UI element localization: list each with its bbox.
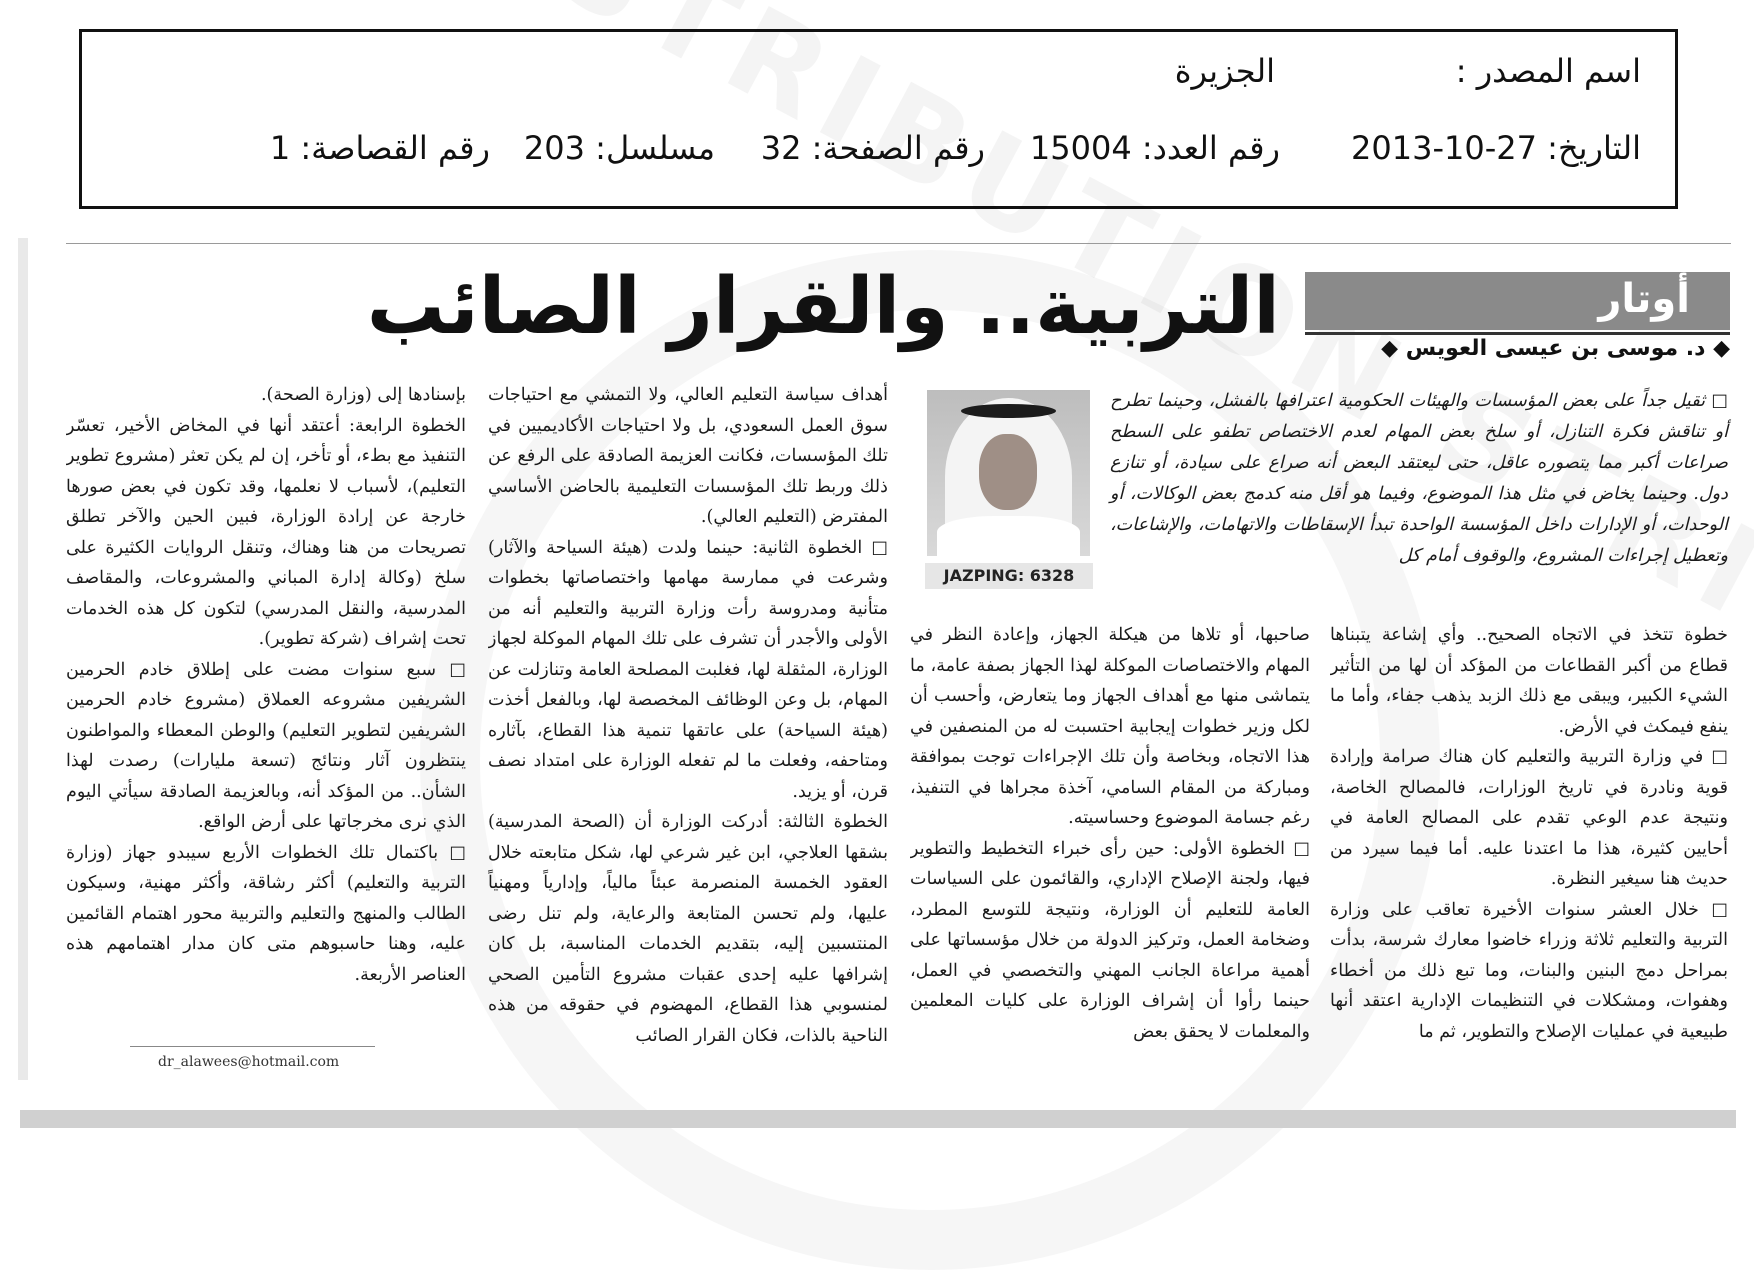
- serial-field: مسلسل: 203: [523, 129, 715, 167]
- date-field: التاريخ: 27-10-2013: [1351, 129, 1641, 167]
- issue-field: رقم العدد: 15004: [1029, 129, 1280, 167]
- column-label-box: [1305, 272, 1730, 330]
- author-photo-thobe: [937, 516, 1080, 556]
- column-label-underline: [1305, 332, 1730, 335]
- article-column-3: أهداف سياسة التعليم العالي، ولا التمشي مع احتياجات سوق العمل السعودي، بل ولا احتياجات الأكاديميين في تلك المؤسسات، فكانت العزيمة الصادقة على الرفع عن ذلك وربط تلك المؤسسات التعليمية بالحاضن الأساسي المفترض (التعليم العالي). □ الخطوة الثانية: حينما ولدت (هيئة السياحة والآثار) وشرعت في ممارسة مهامها واختصاصاتها بخطوات متأنية ومدروسة رأت وزارة التربية والتعليم أنه من الأولى والأجدر أن تشرف على تلك المهام الموكلة لجهاز الوزارة، المثقلة لها، فغلبت المصلحة العامة وتنازلت عن المهام، بل وعن الوظائف المخصصة لها، وبالفعل أخذت (هيئة السياحة) على عاتقها تنمية هذا القطاع، بآثاره ومتاحفه، وفعلت ما لم تفعله الوزارة على امتداد نصف قرن، أو يزيد. الخطوة الثالثة: أدركت الوزارة أن (الصحة المدرسية) بشقها العلاجي، ابن غير شرعي لها، شكل متابعته خلال العقود الخمسة المنصرمة عبئاً مالياً، وإدارياً ومهنياً عليها، ولم تحسن المتابعة والرعاية، ولم تنل رضى المنتسبين إليه، بتقديم الخدمات المناسبة، بل كان إشرافها عليه إحدى عقبات مشروع التأمين الصحي لمنسوبي هذا القطاع، المهضوم في حقوقه من هذه الناحية بالذات، فكان القرار الصائب: [488, 385, 888, 1046]
- clip-number-field: رقم القصاصة: 1: [269, 129, 490, 167]
- left-margin-rule: [18, 238, 28, 1080]
- source-label: اسم المصدر :: [1455, 52, 1641, 90]
- article-intro: □ ثقيل جداً على بعض المؤسسات والهيئات الحكومية اعترافها بالفشل، وحينما تطرح أو تناقش فكرة التنازل، أو سلخ بعض المهام لعدم الاختصاص تطفو على السطح صراعات أكبر مما يتصوره عاقل، حتى ليعتقد البعض أنه صراع على سيادة، أو تنازع دول. وحينما يخاض في مثل هذا الموضوع، وفيما هو أقل منه كدمج بعض الوكالات، أو الوحدات، أو الإدارات داخل المؤسسة الواحدة تبدأ الإسقاطات والاتهامات، والإشاعات، وتعطيل إجراءات المشروع، والوقوف أمام كل: [1110, 391, 1728, 566]
- article-column-1: خطوة تتخذ في الاتجاه الصحيح.. وأي إشاعة يتبناها قطاع من أكبر القطاعات من المؤكد أن لها من التأثير الشيء الكبير، ويبقى مع ذلك الزبد يذهب جفاء، وأما ما ينفع فيمكث في الأرض. □ في وزارة التربية والتعليم كان هناك صرامة وإرادة قوية ونادرة في تاريخ الوزارات، فالمصالح الخاصة، ونتيجة عدم الوعي تقدم على المصالح العامة في أحايين كثيرة، هذا ما اعتدنا عليه. أما فيما سيرد من حديث هنا سيغير النظرة. □ خلال العشر سنوات الأخيرة تعاقب على وزارة التربية والتعليم ثلاثة وزراء خاضوا معارك شرسة، بدأت بمراحل دمج البنين والبنات، وما تبع ذلك من أخطاء وهفوات، ومشكلات في التنظيمات الإدارية اعتقد أنها طبيعية في عمليات الإصلاح والتطوير، ثم ما: [1330, 625, 1728, 1042]
- top-rule: [66, 243, 1731, 244]
- author-byline: ◆ د. موسى بن عيسى العويس ◆: [1381, 336, 1730, 361]
- page-field: رقم الصفحة: 32: [760, 129, 985, 167]
- author-photo-face: [979, 434, 1037, 510]
- author-photo: [927, 390, 1090, 556]
- column-name: أوتار: [1598, 276, 1690, 322]
- photo-caption: JAZPING: 6328: [925, 563, 1093, 589]
- article-headline: التربية.. والقرار الصائب: [366, 262, 1280, 352]
- article-column-4: بإسنادها إلى (وزارة الصحة). الخطوة الرابعة: أعتقد أنها في المخاض الأخير، تعسّر التنفيذ مع بطء، أو تأخر، إن لم يكن تعثر (مشروع تطوير التعليم)، لأسباب لا نعلمها، وقد تكون في بعض صورها خارجة عن إرادة الوزارة، فبين الحين والآخر تطلق تصريحات من هنا وهناك، وتنقل الروايات الكثيرة على سلخ (وكالة إدارة المباني والمشروعات، والمقاصف المدرسية، والنقل المدرسي) لتكون كل هذه الخدمات تحت إشراف (شركة تطوير). □ سبع سنوات مضت على إطلاق خادم الحرمين الشريفين مشروعه العملاق (مشروع خادم الحرمين الشريفين لتطوير التعليم) والوطن المعطاء والمواطنون ينتظرون آثار ونتائج (تسعة مليارات) رصدت لهذا الشأن.. من المؤكد أنه، وبالعزيمة الصادقة سيأتي اليوم الذي نرى مخرجاتها على أرض الواقع. □ باكتمال تلك الخطوات الأربع سيبدو جهاز (وزارة التربية والتعليم) أكثر رشاقة، وأكثر مهنية، وسيكون الطالب والمنهج والتعليم والتربية محور اهتمام القائمين عليه، وهنا حاسبوهم متى كان مدار اهتمامهم هذه العناصر الأربعة.: [66, 385, 466, 985]
- bottom-bar: [20, 1110, 1736, 1128]
- author-email: dr_alawees@hotmail.com: [158, 1054, 340, 1070]
- author-photo-agal: [961, 404, 1056, 418]
- email-rule: [130, 1046, 375, 1047]
- source-value: الجزيرة: [1174, 52, 1275, 90]
- article-column-2: صاحبها، أو تلاها من هيكلة الجهاز، وإعادة النظر في المهام والاختصاصات الموكلة لهذا الجهاز بصفة عامة، ما يتماشى منها مع أهداف الجهاز وما يتعارض، وأحسب أن لكل وزير خطوات إيجابية احتسبت له من المنصفين في هذا الاتجاه، وبخاصة وأن تلك الإجراءات توجت بموافقة ومباركة من المقام السامي، آخذة مجراها في التنفيذ، رغم جسامة الموضوع وحساسيته. □ الخطوة الأولى: حين رأى خبراء التخطيط والتطوير فيها، ولجنة الإصلاح الإداري، والقائمون على السياسات العامة للتعليم أن الوزارة، ونتيجة للتوسع المطرد، وضخامة العمل، وتركيز الدولة من خلال مؤسساتها على أهمية مراعاة الجانب المهني والتخصصي في العمل، حينما رأوا أن إشراف الوزارة على كليات المعلمين والمعلمات لا يحقق بعض: [910, 625, 1310, 1042]
